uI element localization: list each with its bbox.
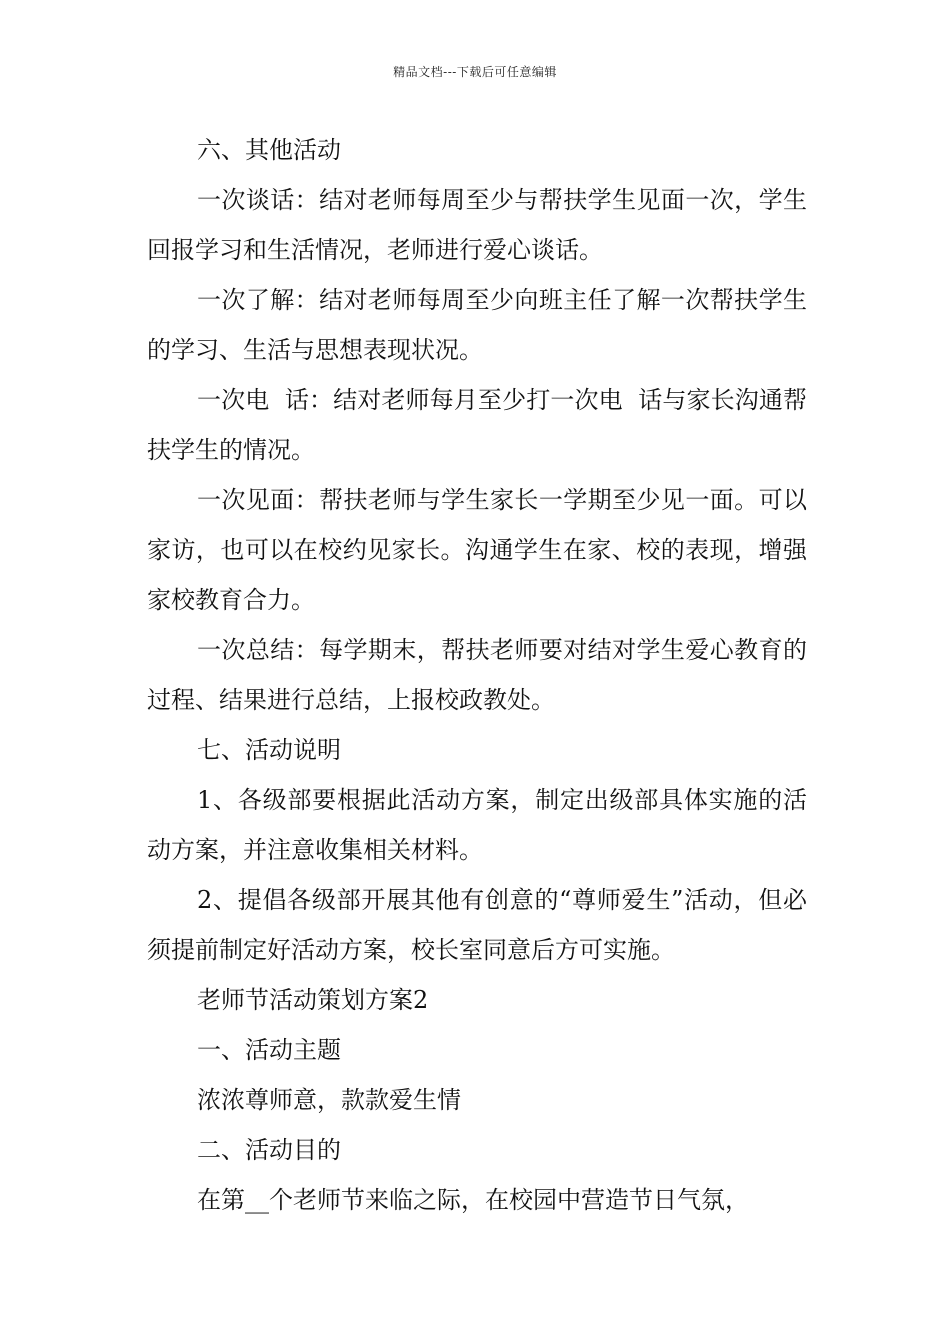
paragraph-summary: 一次总结：每学期末，帮扶老师要对结对学生爱心教育的过程、结果进行总结，上报校政教处。	[147, 636, 807, 714]
document-title-plan-2: 老师节活动策划方案2	[197, 986, 429, 1014]
page-header: 精品文档---下载后可任意编辑	[393, 65, 557, 79]
section-heading-activity-notes: 七、活动说明	[197, 736, 341, 764]
paragraph-note-2: 2、提倡各级部开展其他有创意的“尊师爱生”活动，但必须提前制定好活动方案，校长室同意后方可实施。	[147, 886, 807, 964]
section-heading-theme: 一、活动主题	[197, 1036, 341, 1064]
document-body	[147, 125, 807, 1225]
paragraph-talk: 一次谈话：结对老师每周至少与帮扶学生见面一次，学生回报学习和生活情况，老师进行爱心谈话。	[147, 186, 807, 264]
section-heading-other-activities: 六、其他活动	[197, 136, 341, 164]
paragraph-meeting: 一次见面：帮扶老师与学生家长一学期至少见一面。可以家访，也可以在校约见家长。沟通学生在家、校的表现，增强家校教育合力。	[147, 486, 807, 614]
paragraph-understand: 一次了解：结对老师每周至少向班主任了解一次帮扶学生的学习、生活与思想表现状况。	[147, 286, 807, 364]
paragraph-phone: 一次电 话：结对老师每月至少打一次电 话与家长沟通帮扶学生的情况。	[147, 386, 807, 464]
section-heading-purpose: 二、活动目的	[197, 1136, 341, 1164]
paragraph-purpose: 在第__个老师节来临之际，在校园中营造节日气氛，	[197, 1186, 749, 1214]
paragraph-theme: 浓浓尊师意，款款爱生情	[197, 1086, 461, 1114]
paragraph-note-1: 1、各级部要根据此活动方案，制定出级部具体实施的活动方案，并注意收集相关材料。	[147, 786, 807, 864]
